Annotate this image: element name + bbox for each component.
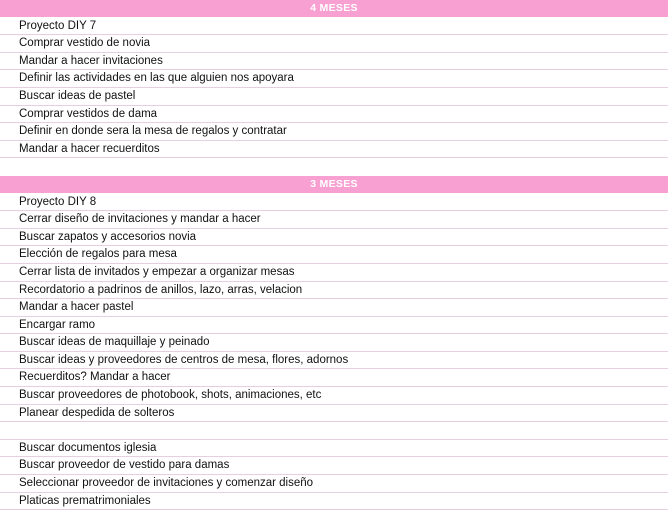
list-item[interactable] — [0, 194, 668, 212]
cell-text: Buscar proveedor de vestido para damas — [19, 459, 230, 472]
section-spacer — [0, 158, 668, 176]
cell-text: Buscar proveedores de photobook, shots, animaciones, etc — [19, 389, 322, 402]
cell-text: Comprar vestido de novia — [19, 37, 151, 50]
list-item[interactable] — [0, 334, 668, 352]
list-item[interactable] — [0, 70, 668, 88]
list-item[interactable] — [0, 141, 668, 159]
cell-text: Comprar vestidos de dama — [19, 107, 158, 120]
list-item[interactable] — [0, 18, 668, 36]
list-item[interactable] — [0, 88, 668, 106]
cell-text: Cerrar lista de invitados y empezar a organizar mesas — [19, 265, 295, 278]
cell-text: Definir las actividades en las que alguien nos apoyara — [19, 72, 294, 85]
list-item[interactable] — [0, 317, 668, 335]
cell-text: Cerrar diseño de invitaciones y mandar a hacer — [19, 213, 261, 226]
empty-row[interactable] — [0, 422, 668, 440]
section-header-3-meses[interactable]: 3 MESES — [0, 176, 668, 194]
list-item[interactable] — [0, 53, 668, 71]
list-item[interactable] — [0, 123, 668, 141]
list-item[interactable] — [0, 299, 668, 317]
cell-text: Recordatorio a padrinos de anillos, lazo, arras, velacion — [19, 283, 303, 296]
cell-text: Recuerditos? Mandar a hacer — [19, 371, 171, 384]
cell-text: Buscar ideas de maquillaje y peinado — [19, 336, 210, 349]
cell-text: Buscar ideas de pastel — [19, 89, 136, 102]
list-item[interactable] — [0, 264, 668, 282]
section-header-4-meses[interactable]: 4 MESES — [0, 0, 668, 18]
cell-text: Buscar ideas y proveedores de centros de mesa, flores, adornos — [19, 353, 349, 366]
cell-text: Planear despedida de solteros — [19, 406, 175, 419]
list-item[interactable] — [0, 229, 668, 247]
list-item[interactable] — [0, 475, 668, 493]
list-item[interactable] — [0, 352, 668, 370]
list-item[interactable] — [0, 246, 668, 264]
cell-text: Mandar a hacer recuerditos — [19, 142, 160, 155]
cell-text: Buscar documentos iglesia — [19, 441, 157, 454]
cell-text: Elección de regalos para mesa — [19, 248, 177, 261]
list-item[interactable] — [0, 405, 668, 423]
list-item[interactable] — [0, 211, 668, 229]
list-item[interactable] — [0, 493, 668, 511]
list-item[interactable] — [0, 106, 668, 124]
list-item[interactable] — [0, 440, 668, 458]
cell-text: Buscar zapatos y accesorios novia — [19, 230, 197, 243]
list-item[interactable] — [0, 369, 668, 387]
list-item[interactable] — [0, 457, 668, 475]
list-item[interactable] — [0, 282, 668, 300]
list-item[interactable] — [0, 35, 668, 53]
cell-text: Seleccionar proveedor de invitaciones y comenzar diseño — [19, 477, 314, 490]
list-item[interactable] — [0, 387, 668, 405]
cell-text: Mandar a hacer pastel — [19, 301, 134, 314]
cell-text: Proyecto DIY 8 — [19, 195, 97, 208]
cell-text: Platicas prematrimoniales — [19, 494, 151, 507]
cell-text: Encargar ramo — [19, 318, 96, 331]
cell-text: Mandar a hacer invitaciones — [19, 54, 163, 67]
cell-text: Proyecto DIY 7 — [19, 19, 97, 32]
cell-text: Definir en donde sera la mesa de regalos y contratar — [19, 125, 287, 138]
